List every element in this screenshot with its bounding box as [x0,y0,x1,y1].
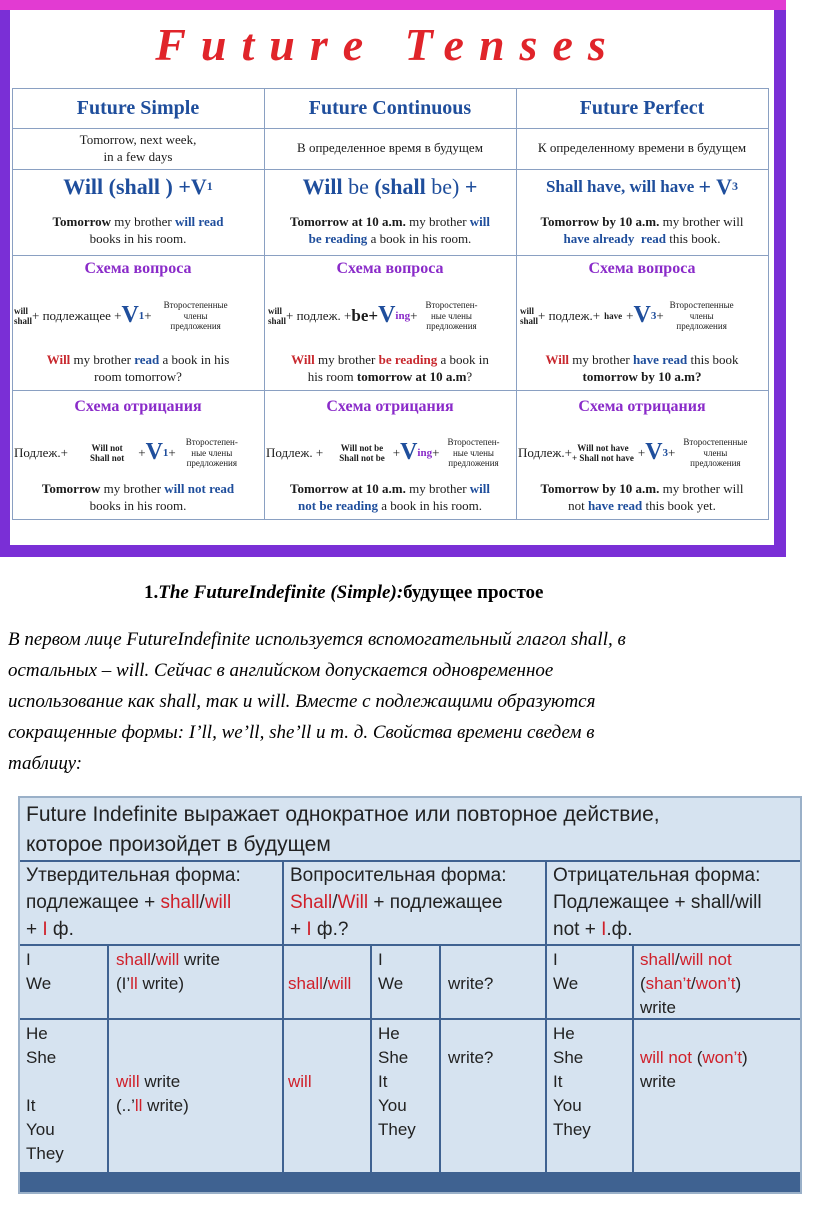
aff-h2d: will [204,892,232,913]
qf-p-sec1: Второстепенные [669,300,734,311]
paragraph-line: В первом лице FutureIndefinite используется вспомогательный глагол shall, в [8,629,626,650]
qf-s-shall: shall [14,316,33,326]
nf-c-subj: Подлеж. + [266,444,324,460]
nf-p-v: V [645,439,663,466]
ex-s-a: Tomorrow [52,214,112,230]
nf-c-plus2: + [432,444,440,460]
ex-c-a: Tomorrow at 10 a.m. [289,214,406,230]
question-scheme-simple: Схема вопроса [84,259,192,277]
negative-scheme-perfect: Схема отрицания [578,397,706,415]
formula-cont-will: Will [302,173,343,199]
table-title [26,800,660,860]
qf-s-sub: 1 [138,309,145,322]
section-title: The FutureIndefinite (Simple): [158,582,404,603]
ex-s-l2: books in his room. [89,231,187,246]
r1n-e: shan’t [645,974,692,993]
nf-c-sec1: Второстепен- [447,437,500,448]
affirmative-header [26,862,241,943]
r1n-h: ) [735,974,742,993]
qe-c-will: Will [291,352,315,368]
r2-q-aux: will [288,1072,312,1091]
ex-p-d: read [640,231,666,246]
q-example-continuous [264,350,516,388]
pronoun: He [553,1024,575,1043]
ne-s-l2: books in his room. [89,498,187,513]
pronoun: We [553,974,579,993]
qe-c-l2a: his room [307,369,357,384]
qf-c-plus: + [410,307,418,323]
nf-p-shallnot: + Shall not have [571,453,634,463]
r1a-slash: / [150,950,156,969]
aff-h3c: ф. [47,919,74,940]
pronoun: You [26,1120,55,1139]
r2n-a: will not [640,1048,692,1067]
nf-p-sub: 3 [662,446,669,459]
header-future-simple: Future Simple [76,97,200,119]
qe-s-read: read [134,352,160,368]
pronoun: They [378,1120,416,1139]
r1-q-aux [288,972,351,996]
ne-c-b: my brother [405,481,470,497]
pronoun: They [553,1120,591,1139]
qe-p-have: have read [632,352,688,368]
usage-continuous: В определенное время в будущем [297,140,483,156]
pronoun: He [26,1024,48,1043]
pronoun-gap [26,1070,64,1094]
pronoun: She [378,1048,409,1067]
pronoun: We [378,974,404,993]
r2n-e: write [640,1072,676,1091]
nf-p-sec2: члены [703,447,728,458]
r1-n-form [640,948,741,1020]
n-h3b: I [601,919,607,940]
ne-p-d: have read [587,498,643,513]
question-scheme-perfect: Схема вопроса [588,259,696,277]
nf-c-shallnot: Shall not be [339,453,385,463]
ne-p-e: this book yet. [642,498,716,513]
nf-c-ing: ing [417,446,433,459]
qf-c-subj: + подлеж. + [286,307,352,323]
ex-s-c: will read [174,214,224,230]
r1-aff-form [116,948,220,996]
qf-s-sec3: предложения [170,321,221,332]
pronoun: She [26,1048,57,1067]
table-bottom-strip [20,1172,800,1192]
example-simple [12,212,264,250]
q-h3c: ф.? [311,919,349,940]
table-title-line1: Future Indefinite выражает однократное или повторное действие, [26,803,660,826]
nf-s-v: V [145,439,163,466]
r1-n-pronouns [553,948,578,996]
pronoun: I [26,950,31,969]
qf-c-will: will [268,305,283,316]
ex-p-b: my brother will [659,214,744,230]
formula-perf-sub: 3 [732,179,739,194]
ne-p-a: Tomorrow by 10 a.m. [540,481,660,497]
r1q-shall: shall [288,974,323,993]
qe-c-reading: be reading [378,352,438,368]
usage-perfect: К определенному времени в будущем [537,140,747,156]
qf-c-v: V [378,302,396,329]
aff-h3b: I [42,919,48,940]
ne-p-c: not [568,498,588,513]
qf-c-sec2: ные члены [430,310,472,321]
pronoun: You [553,1096,582,1115]
q-h2b: / [332,892,338,913]
r1a-write: write [179,950,220,969]
paragraph-line: использование как shall, так и will. Вместе с подлежащими образуются [8,691,596,712]
nf-s-plus: + [138,444,146,460]
n-h1: Отрицательная форма: [553,865,761,886]
qf-c-sec1: Второстепен- [425,300,478,311]
ne-s-b: my brother [100,481,165,497]
nf-p-plus: + [637,444,646,460]
r1n-c: will not [679,950,732,969]
qf-p-have: have [604,310,623,321]
formula-simple-sub: 1 [206,179,213,194]
r1n-f: / [691,974,696,993]
formula-cont-be: be [348,173,369,199]
pronoun: I [378,950,383,969]
aff-h1: Утвердительная форма: [26,865,241,886]
q-h2c: Will [337,892,369,913]
ne-c-a: Tomorrow at 10 a.m. [289,481,406,497]
ex-p-a: Tomorrow by 10 a.m. [540,214,660,230]
qf-s-sec1: Второстепенные [163,300,228,311]
formula-perf-v: + V [698,173,733,199]
n-example-continuous [264,478,516,518]
formula-perf-text: Shall have, will have [545,176,695,196]
nf-p-sec1: Второстепенные [683,437,748,448]
qf-c-shall: shall [268,316,287,326]
aff-h2b: shall [160,892,200,913]
n-formula-continuous [266,428,516,478]
paragraph-line: сокращенные формы: I’ll, we’ll, she’ll и т. д. Свойства времени сведем в [8,722,595,743]
formula-simple-text: Will (shall ) +V [63,173,207,199]
r2n-b: ( [691,1048,703,1067]
question-scheme-continuous: Схема вопроса [336,259,444,277]
r1n-d: ( [640,974,646,993]
formula-cont-shall: (shall [374,173,426,199]
r2a-c: (..’ [116,1096,135,1115]
qe-s-will: Will [46,352,71,368]
r1a-shall: shall [116,950,151,969]
nf-p-subj: Подлеж.+ [518,444,572,460]
r2-pronouns-aff [26,1022,64,1166]
formula-perfect [516,174,768,200]
ex-c-c: will [469,214,491,230]
qe-p-1: my brother [569,352,633,368]
usage-simple-line1: Tomorrow, next week, [79,131,197,147]
r1q-will: will [327,974,352,993]
example-perfect [516,212,768,250]
ne-c-e: a book in his room. [377,498,482,513]
qe-c-l2b: tomorrow at 10 a.m [356,369,467,384]
nf-c-sec2: ные члены [452,447,494,458]
table-title-line2: которое произойдет в будущем [26,833,331,856]
qf-s-plus: + [144,307,152,323]
ex-p-e: this book. [665,231,721,246]
qf-s-subj: + подлежащее + [32,307,122,323]
formula-cont-plus: + [464,173,478,199]
q-h2a: Shall [290,892,333,913]
qf-p-plus: + [626,307,634,323]
n-h2: Подлежащее + shall/will [553,892,762,913]
nf-s-sub: 1 [162,446,169,459]
ne-p-b: my brother will [659,481,744,497]
r1q-slash: / [322,974,328,993]
qf-p-shall: shall [520,316,539,326]
usage-simple [12,128,264,169]
r2-q-verb: write? [448,1048,494,1067]
nf-s-willnot: Will not [91,442,123,453]
r1n-a: shall [640,950,675,969]
ex-c-e: a book in his room. [367,231,472,246]
nf-s-plus2: + [168,444,176,460]
paragraph-line: остальных – will. Сейчас в английском допускается одновременное [8,660,554,681]
aff-h2c: / [199,892,205,913]
poster-top-border [0,0,786,10]
r1a-e: (I’ [116,974,131,993]
q-example-perfect [516,350,768,388]
q-h2d: + подлежащее [368,892,503,913]
qf-c-sec3: предложения [426,321,477,332]
q-formula-perfect [520,288,768,344]
qf-p-sec2: члены [689,310,714,321]
pronoun: They [26,1144,64,1163]
r2a-e: write) [142,1096,189,1115]
ex-s-b: my brother [111,214,175,230]
ex-p-c: have already [563,231,635,246]
ne-s-a: Tomorrow [41,481,101,497]
n-example-perfect [516,478,768,518]
q-h3b: I [306,919,312,940]
usage-simple-line2: in a few days [103,148,173,164]
question-header [290,862,507,943]
pronoun: We [26,974,52,993]
nf-c-sec3: предложения [448,458,499,469]
r2n-d: ) [742,1048,748,1067]
r2a-write: write [139,1072,181,1091]
nf-c-v: V [400,439,418,466]
qf-s-will: will [14,305,29,316]
r2-n-form [640,1046,748,1094]
aff-h3a: + [26,919,43,940]
negative-scheme-continuous: Схема отрицания [326,397,454,415]
qe-s-2: a book in his [159,352,230,368]
nf-p-plus2: + [668,444,676,460]
header-future-perfect: Future Perfect [579,97,705,119]
r1a-will: will [155,950,180,969]
q-h3a: + [290,919,307,940]
nf-s-subj: Подлеж.+ [14,444,68,460]
qf-p-v: V [633,302,651,329]
nf-s-sec2: ные члены [191,447,233,458]
r1-pronouns-aff [26,948,51,996]
qe-p-2: this book [687,352,739,368]
example-continuous [264,212,516,250]
r2a-will: will [116,1072,140,1091]
qf-p-will: will [520,305,535,316]
qf-c-be: be+ [351,305,379,325]
future-indefinite-table [18,796,802,1194]
nf-p-sec3: предложения [690,458,741,469]
r1a-ll: ll [130,974,138,993]
negative-scheme-simple: Схема отрицания [74,397,202,415]
r1n-i: write [640,998,676,1017]
header-future-continuous: Future Continuous [308,97,472,119]
pronoun: I [553,950,558,969]
qe-s-l2: room tomorrow? [94,369,182,384]
qf-p-sec3: предложения [676,321,727,332]
qf-c-ing: ing [395,309,411,322]
nf-p-willnot: Will not have [577,442,629,453]
pronoun: It [26,1096,36,1115]
r2-q-pronouns [378,1022,416,1142]
ne-c-d: not be reading [298,498,378,513]
formula-cont-be2: be) [431,173,460,199]
pronoun: He [378,1024,400,1043]
nf-s-sec1: Второстепен- [185,437,238,448]
formula-continuous [264,174,516,200]
intro-paragraph [8,624,798,779]
r2a-ll: ll [134,1096,143,1115]
n-h3c: .ф. [606,919,633,940]
aff-h2a: подлежащее + [26,892,161,913]
n-h3a: not + [553,919,602,940]
qf-p-subj: + подлеж.+ [538,307,601,323]
nf-s-sec3: предложения [186,458,237,469]
section-subtitle: будущее простое [403,582,544,603]
qe-p-will: Will [545,352,570,368]
qe-c-2: a book in [437,352,489,368]
n-example-simple [12,478,264,518]
r1n-b: / [674,950,680,969]
pronoun: She [553,1048,584,1067]
r1a-g: write) [137,974,185,993]
paragraph-line: таблицу: [8,753,83,774]
r2-aff-form [116,1070,189,1118]
q-example-simple [12,350,264,388]
nf-c-plus: + [392,444,401,460]
ne-s-c: will not read [164,481,235,497]
section-heading [144,582,543,604]
qe-c-1: my brother [314,352,379,368]
q-formula-continuous [268,288,516,344]
qe-s-1: my brother [70,352,135,368]
nf-c-willnot: Will not be [340,442,384,453]
pronoun: You [378,1096,407,1115]
pronoun: It [378,1072,388,1091]
nf-s-shallnot: Shall not [89,453,125,463]
qf-p-plus2: + [656,307,664,323]
qf-s-v: V [121,302,139,329]
negative-header [553,862,762,943]
qe-p-l2: tomorrow by 10 a.m? [582,369,702,384]
r1-q-verb: write? [448,974,494,993]
future-tenses-poster [0,0,786,557]
n-formula-perfect [518,428,768,478]
qf-p-sub: 3 [650,309,657,322]
poster-title: Future Tenses [155,19,621,70]
formula-simple [12,174,264,200]
tenses-grid [12,88,769,520]
r2n-c: won’t [702,1048,743,1067]
q-formula-simple [14,288,264,344]
ne-c-c: will [469,481,491,497]
ex-c-d: be reading [308,231,368,246]
r2-n-pronouns [553,1022,591,1142]
pronoun: It [553,1072,563,1091]
r1n-g: won’t [695,974,736,993]
r1-q-pronouns [378,948,403,996]
qf-s-sec2: члены [183,310,208,321]
n-formula-simple [14,428,264,478]
q-h1: Вопросительная форма: [290,865,507,886]
section-number: 1. [144,582,159,603]
ex-c-b: my brother [405,214,470,230]
qe-c-l2c: ? [466,369,473,384]
